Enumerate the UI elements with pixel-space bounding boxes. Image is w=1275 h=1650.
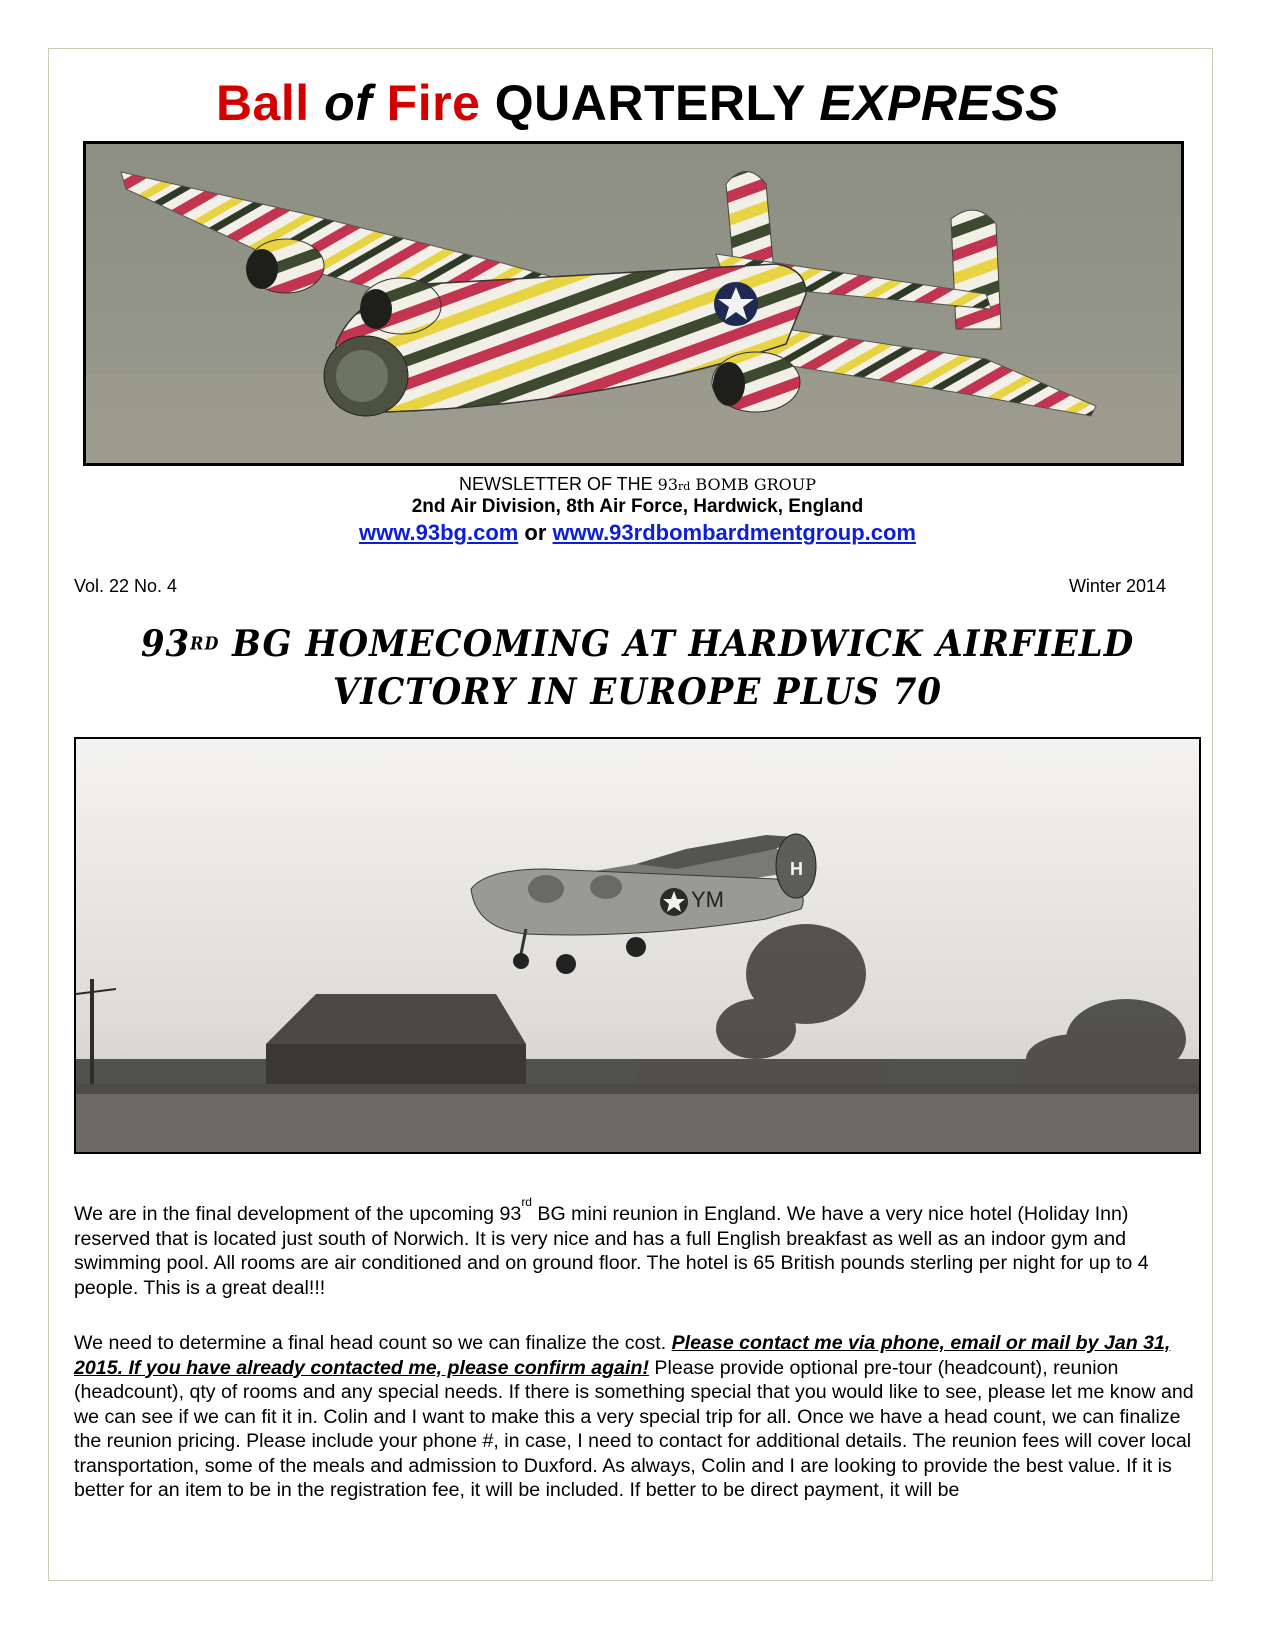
p2-text-b: Please provide optional pre-tour (headcount), reunion (headcount), qty of rooms and any special needs. If there is something special that you would like to see, please let me know and we can see if we can fit it in. Colin and I want to make this a very special trip for all. Once we have a head count, we can finalize the reunion pricing. Please include your phone #, in case, I need to contact for additional details. The reunion fees will cover local transportation, some of the meals and admission to Duxford. As always, Colin and I are looking to provide the best value. If it is better for an item to be in the registration fee, it will be included. If better to be direct payment, it will be <box>74 1356 1194 1501</box>
unit-name: BOMB GROUP <box>690 475 817 494</box>
masthead-ball: Ball <box>215 75 310 131</box>
issue-season: Winter 2014 <box>1068 576 1166 596</box>
masthead-express: EXPRESS <box>819 75 1060 131</box>
p2-emphasis: Please contact me via phone, email or mail by Jan 31, 2015. If you have already contacted me, please confirm again! <box>74 1332 1171 1379</box>
tail-letter: H <box>790 859 803 879</box>
masthead-of: of <box>324 75 373 131</box>
unit-number: 93 <box>657 475 679 494</box>
masthead-title <box>0 72 1275 134</box>
body-paragraph-2 <box>74 1331 1206 1503</box>
body-paragraph-1 <box>74 1195 1206 1300</box>
masthead-fire: Fire <box>386 75 481 131</box>
headline-suffix: RD <box>190 633 220 654</box>
newsletter-line <box>0 474 1275 495</box>
squadron-code: YM <box>691 887 724 912</box>
or-text: or <box>518 520 553 545</box>
p1-sup: rd <box>521 1195 532 1209</box>
website-link-93bg[interactable]: www.93bg.com <box>358 520 519 545</box>
p2-text-a: We need to determine a final head count so we can finalize the cost. <box>74 1332 672 1354</box>
masthead-quarterly: QUARTERLY <box>494 75 805 131</box>
top-photo-assembly-ship <box>83 141 1184 466</box>
division-line: 2nd Air Division, 8th Air Force, Hardwick, England <box>411 496 864 517</box>
newsletter-prefix: NEWSLETTER OF THE <box>458 474 658 494</box>
headline-number: 93 <box>140 622 191 666</box>
website-link-93rd[interactable]: www.93rdbombardmentgroup.com <box>552 520 916 545</box>
headline-line-2: VICTORY IN EUROPE PLUS 70 <box>332 670 943 714</box>
assembly-ship-illustration <box>86 144 1181 463</box>
p1-text-a: We are in the final development of the upcoming 93 <box>74 1203 522 1225</box>
headline-text-1: BG HOMECOMING AT HARDWICK AIRFIELD <box>219 622 1135 666</box>
headline-line-1 <box>0 620 1275 668</box>
p1-text-b: BG mini reunion in England. We have a very nice hotel (Holiday Inn) reserved that is located just south of Norwich. It is very nice and has a full English breakfast as well as an indoor gym and swimming pool. All rooms are air conditioned and on ground floor. The hotel is 65 British pounds sterling per night for up to 4 people. This is a great deal!!! <box>74 1203 1149 1299</box>
landing-bomber-illustration <box>76 739 1199 1152</box>
unit-suffix: rd <box>678 480 691 493</box>
volume-number: Vol. 22 No. 4 <box>74 576 178 596</box>
website-line <box>0 520 1275 546</box>
main-photo-landing <box>74 737 1201 1154</box>
